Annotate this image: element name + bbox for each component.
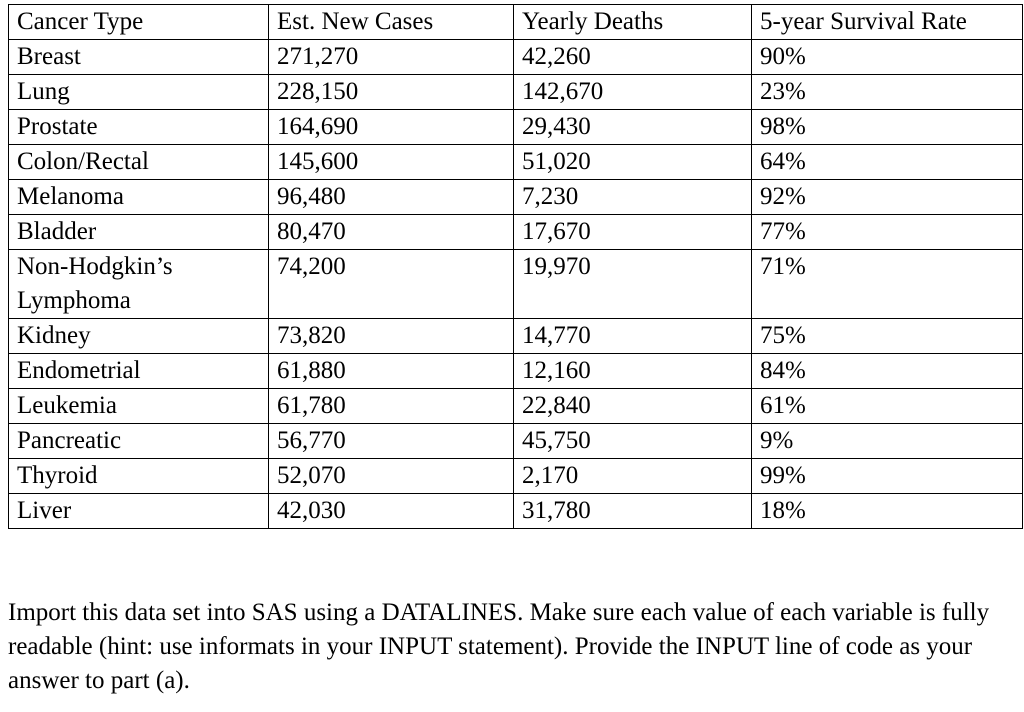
cell-yearly-deaths: 22,840	[514, 389, 752, 424]
table-body	[9, 40, 1023, 529]
cell-cancer-type: Breast	[9, 40, 269, 75]
cell-survival-rate: 61%	[752, 389, 1023, 424]
cell-yearly-deaths: 29,430	[514, 110, 752, 145]
table-row	[9, 145, 1023, 180]
cell-new-cases: 42,030	[269, 494, 514, 529]
cell-new-cases: 145,600	[269, 145, 514, 180]
table-header	[9, 5, 1023, 40]
cell-survival-rate: 18%	[752, 494, 1023, 529]
cell-new-cases: 74,200	[269, 250, 514, 319]
cell-cancer-type: Pancreatic	[9, 424, 269, 459]
cell-cancer-type: Endometrial	[9, 354, 269, 389]
cell-cancer-type: Prostate	[9, 110, 269, 145]
header-cancer-type: Cancer Type	[9, 5, 269, 40]
cell-yearly-deaths: 45,750	[514, 424, 752, 459]
cell-cancer-type: Melanoma	[9, 180, 269, 215]
cell-cancer-type: Bladder	[9, 215, 269, 250]
cell-survival-rate: 64%	[752, 145, 1023, 180]
cell-survival-rate: 75%	[752, 319, 1023, 354]
cell-survival-rate: 23%	[752, 75, 1023, 110]
cell-survival-rate: 71%	[752, 250, 1023, 319]
cell-survival-rate: 77%	[752, 215, 1023, 250]
cell-new-cases: 271,270	[269, 40, 514, 75]
cell-yearly-deaths: 51,020	[514, 145, 752, 180]
cell-new-cases: 52,070	[269, 459, 514, 494]
cell-new-cases: 61,780	[269, 389, 514, 424]
table-row	[9, 494, 1023, 529]
table-row	[9, 250, 1023, 319]
cell-yearly-deaths: 42,260	[514, 40, 752, 75]
cell-new-cases: 164,690	[269, 110, 514, 145]
cell-yearly-deaths: 14,770	[514, 319, 752, 354]
cell-yearly-deaths: 2,170	[514, 459, 752, 494]
cell-new-cases: 56,770	[269, 424, 514, 459]
cell-yearly-deaths: 17,670	[514, 215, 752, 250]
header-new-cases: Est. New Cases	[269, 5, 514, 40]
cancer-data-table	[8, 4, 1023, 529]
cell-new-cases: 73,820	[269, 319, 514, 354]
table-row	[9, 110, 1023, 145]
cell-cancer-type: Leukemia	[9, 389, 269, 424]
cell-yearly-deaths: 19,970	[514, 250, 752, 319]
question-text: Import this data set into SAS using a DATALINES. Make sure each value of each variable is fully readable (hint: use informats in your INPUT statement). Provide the INPUT line of code as your answer to part (a).	[8, 599, 990, 694]
table-row	[9, 180, 1023, 215]
cell-yearly-deaths: 142,670	[514, 75, 752, 110]
cell-survival-rate: 9%	[752, 424, 1023, 459]
cell-cancer-type: Kidney	[9, 319, 269, 354]
header-yearly-deaths: Yearly Deaths	[514, 5, 752, 40]
table-row	[9, 354, 1023, 389]
cell-new-cases: 96,480	[269, 180, 514, 215]
cell-yearly-deaths: 31,780	[514, 494, 752, 529]
table-row	[9, 215, 1023, 250]
table-row	[9, 75, 1023, 110]
header-survival-rate: 5-year Survival Rate	[752, 5, 1023, 40]
cell-survival-rate: 92%	[752, 180, 1023, 215]
cell-cancer-type: Lung	[9, 75, 269, 110]
cell-survival-rate: 98%	[752, 110, 1023, 145]
cell-cancer-type: Liver	[9, 494, 269, 529]
cell-survival-rate: 99%	[752, 459, 1023, 494]
header-row	[9, 5, 1023, 40]
table-row	[9, 459, 1023, 494]
cell-cancer-type: Non-Hodgkin’s Lymphoma	[9, 250, 269, 319]
cell-yearly-deaths: 7,230	[514, 180, 752, 215]
table-row	[9, 319, 1023, 354]
cell-cancer-type: Thyroid	[9, 459, 269, 494]
cell-survival-rate: 90%	[752, 40, 1023, 75]
table-row	[9, 389, 1023, 424]
cell-yearly-deaths: 12,160	[514, 354, 752, 389]
table-row	[9, 424, 1023, 459]
cell-new-cases: 228,150	[269, 75, 514, 110]
cell-new-cases: 80,470	[269, 215, 514, 250]
cell-survival-rate: 84%	[752, 354, 1023, 389]
table-row	[9, 40, 1023, 75]
cell-new-cases: 61,880	[269, 354, 514, 389]
cell-cancer-type: Colon/Rectal	[9, 145, 269, 180]
